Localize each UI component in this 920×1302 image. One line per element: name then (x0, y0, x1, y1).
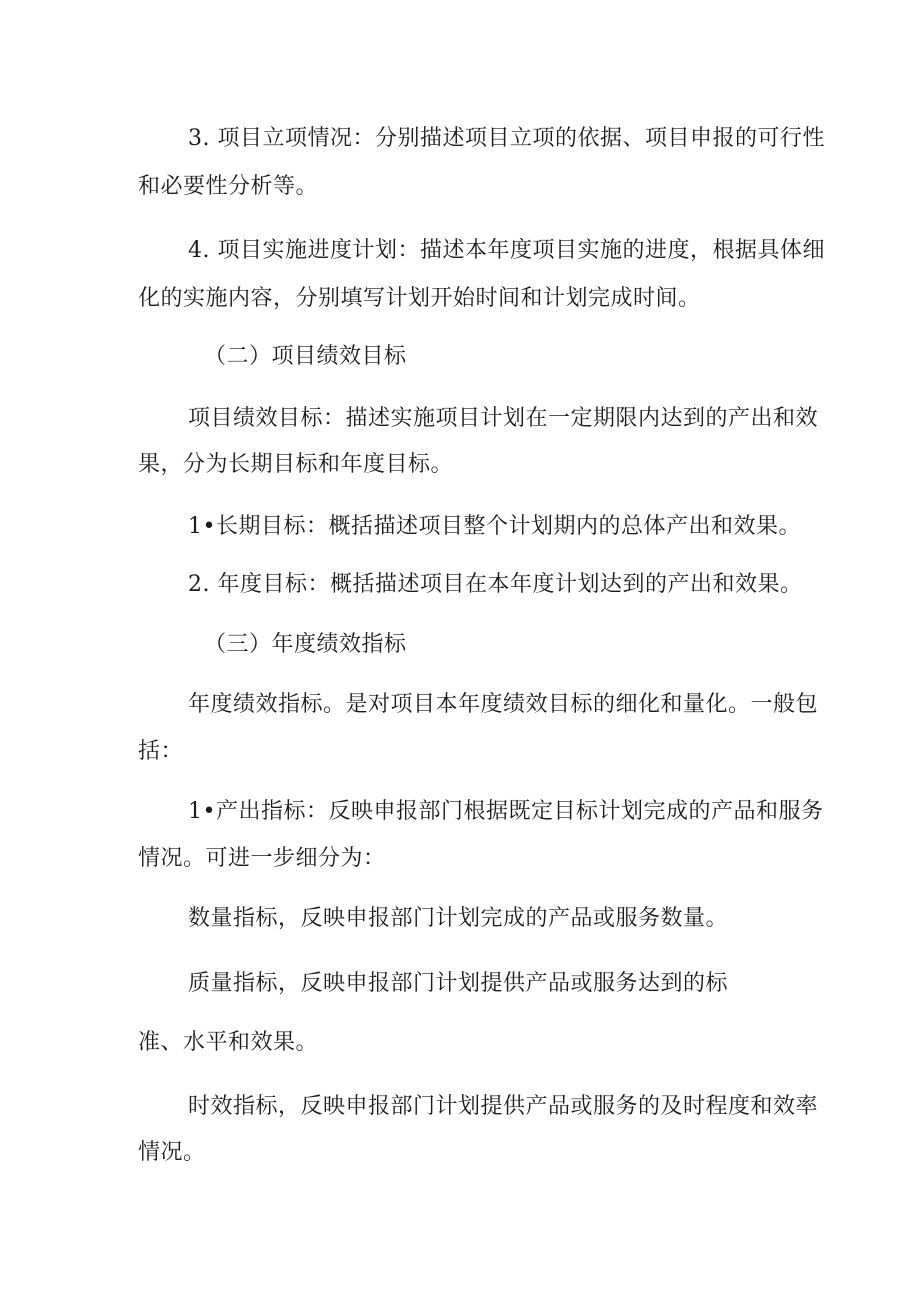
paragraph-quality-indicator-line-2: 准、水平和效果。 (138, 1030, 319, 1055)
paragraph-output-indicators-line-2: 情况。可进一步细分为： (138, 846, 386, 871)
paragraph-item-4-line-2: 化的实施内容，分别填写计划开始时间和计划完成时间。 (138, 286, 701, 311)
paragraph-long-term-goal: 1•长期目标：概括描述项目整个计划期内的总体产出和效果。 (188, 514, 801, 539)
paragraph-quantity-indicator: 数量指标，反映申报部门计划完成的产品或服务数量。 (188, 906, 729, 931)
paragraph-timeliness-indicator-line-2: 情况。 (138, 1140, 206, 1165)
paragraph-performance-goals-line-2: 果，分为长期目标和年度目标。 (138, 452, 454, 477)
paragraph-output-indicators-line-1: 1•产出指标：反映申报部门根据既定目标计划完成的产品和服务 (188, 799, 824, 824)
section-heading-performance-goals: （二）项目绩效目标 (204, 344, 407, 369)
paragraph-item-3-line-1: 3. 项目立项情况：分别描述项目立项的依据、项目申报的可行性 (188, 126, 825, 151)
paragraph-annual-indicators-line-2: 括： (138, 739, 184, 764)
paragraph-quality-indicator-line-1: 质量指标，反映申报部门计划提供产品或服务达到的标 (188, 971, 729, 996)
paragraph-annual-indicators-line-1: 年度绩效指标。是对项目本年度绩效目标的细化和量化。一般包 (188, 692, 819, 717)
paragraph-annual-goal: 2. 年度目标：概括描述项目在本年度计划达到的产出和效果。 (188, 572, 803, 597)
paragraph-timeliness-indicator-line-1: 时效指标，反映申报部门计划提供产品或服务的及时程度和效率 (188, 1094, 819, 1119)
paragraph-performance-goals-line-1: 项目绩效目标：描述实施项目计划在一定期限内达到的产出和效 (188, 406, 819, 431)
section-heading-annual-indicators: （三）年度绩效指标 (204, 632, 407, 657)
paragraph-item-3-line-2: 和必要性分析等。 (138, 174, 319, 199)
paragraph-item-4-line-1: 4. 项目实施进度计划：描述本年度项目实施的进度，根据具体细 (188, 238, 825, 263)
